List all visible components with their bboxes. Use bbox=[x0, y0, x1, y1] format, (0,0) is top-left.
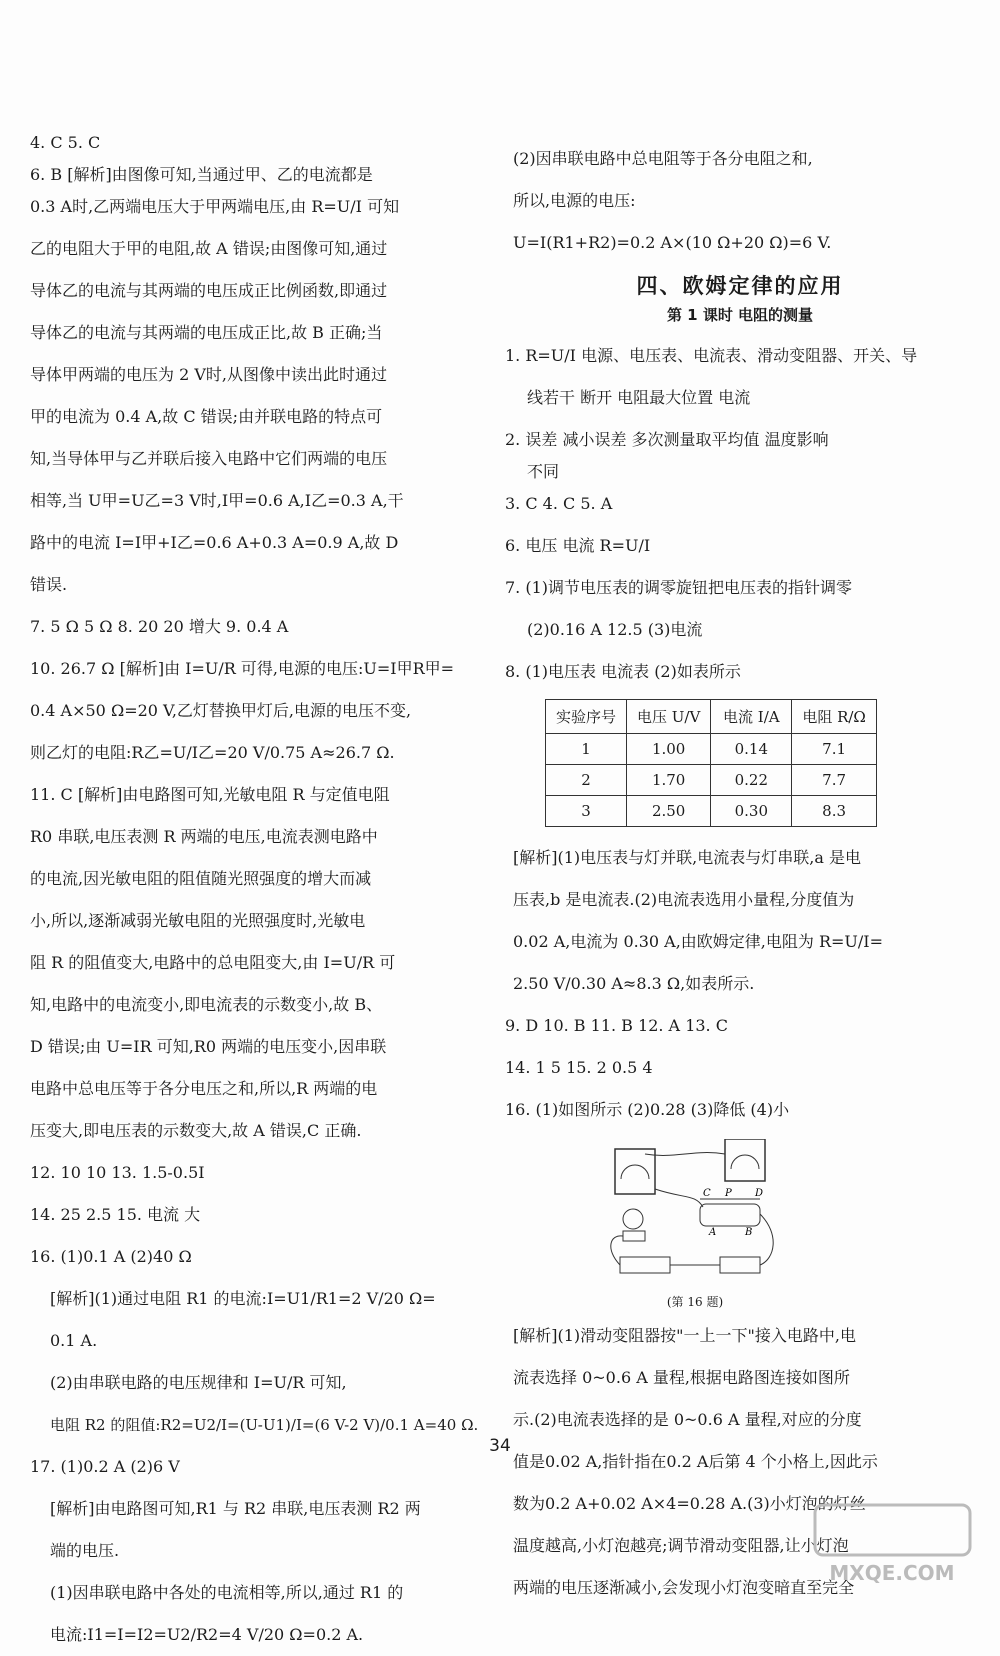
answer-line: 4. C 5. C bbox=[30, 133, 101, 152]
data-table bbox=[545, 699, 877, 827]
answer-line: [解析](1)通过电阻 R1 的电流:I=U1/R1=2 V/20 Ω= bbox=[50, 1289, 436, 1308]
table-header: 电阻 R/Ω bbox=[792, 700, 877, 734]
answer-line: 11. C [解析]由电路图可知,光敏电阻 R 与定值电阻 bbox=[30, 785, 390, 804]
answer-line: 甲的电流为 0.4 A,故 C 错误;由并联电路的特点可 bbox=[30, 407, 383, 426]
circuit-figure bbox=[605, 1139, 785, 1309]
answer-line: 的电流,因光敏电阻的阻值随光照强度的增大而减 bbox=[30, 869, 372, 888]
table-header: 实验序号 bbox=[546, 700, 627, 734]
answer-line: 2.50 V/0.30 A≈8.3 Ω,如表所示. bbox=[513, 974, 755, 993]
left-column bbox=[30, 132, 479, 1656]
answer-line: 压变大,即电压表的示数变大,故 A 错误,C 正确. bbox=[30, 1121, 362, 1140]
answer-line: 电阻 R2 的阻值:R2=U2/I=(U-U1)/I=(6 V-2 V)/0.1 A=40 Ω. bbox=[50, 1416, 479, 1434]
answer-line: (2)0.16 A 12.5 (3)电流 bbox=[527, 620, 703, 639]
answer-line: D 错误;由 U=IR 可知,R0 两端的电压变小,因串联 bbox=[30, 1037, 387, 1056]
table-cell: 2.50 bbox=[627, 796, 711, 827]
answer-line: 2. 误差 减小误差 多次测量取平均值 温度影响 bbox=[505, 430, 829, 449]
voltmeter-icon bbox=[615, 1149, 655, 1194]
table-row bbox=[546, 796, 877, 827]
svg-text:C: C bbox=[703, 1188, 711, 1199]
answer-line: 14. 1 5 15. 2 0.5 4 bbox=[505, 1058, 653, 1077]
table-cell: 7.7 bbox=[792, 765, 877, 796]
answer-line: 小,所以,逐渐减弱光敏电阻的光照强度时,光敏电 bbox=[30, 911, 366, 930]
answer-line: 16. (1)如图所示 (2)0.28 (3)降低 (4)小 bbox=[505, 1100, 790, 1119]
table-cell: 0.30 bbox=[711, 796, 792, 827]
watermark-text: MXQE.COM bbox=[829, 1561, 955, 1585]
answer-line: 压表,b 是电流表.(2)电流表选用小量程,分度值为 bbox=[513, 890, 855, 909]
answer-line: (2)由串联电路的电压规律和 I=U/R 可知, bbox=[50, 1373, 347, 1392]
answer-line: 温度越高,小灯泡越亮;调节滑动变阻器,让小灯泡 bbox=[513, 1536, 849, 1555]
answer-line: [解析](1)滑动变阻器按"一上一下"接入电路中,电 bbox=[513, 1326, 856, 1345]
answer-line: 所以,电源的电压: bbox=[513, 191, 636, 210]
answer-line: 则乙灯的电阻:R乙=U/I乙=20 V/0.75 A≈26.7 Ω. bbox=[30, 743, 395, 762]
answer-line: 8. (1)电压表 电流表 (2)如表所示 bbox=[505, 662, 741, 681]
answer-line: 7. (1)调节电压表的调零旋钮把电压表的指针调零 bbox=[505, 578, 853, 597]
answer-line: 导体乙的电流与其两端的电压成正比,故 B 正确;当 bbox=[30, 323, 383, 342]
answer-line: 17. (1)0.2 A (2)6 V bbox=[30, 1457, 180, 1476]
answer-line: 导体乙的电流与其两端的电压成正比例函数,即通过 bbox=[30, 281, 388, 300]
answer-line: 乙的电阻大于甲的电阻,故 A 错误;由图像可知,通过 bbox=[30, 239, 388, 258]
answer-line: 电路中总电压等于各分电压之和,所以,R 两端的电 bbox=[30, 1079, 378, 1098]
answer-line: 流表选择 0~0.6 A 量程,根据电路图连接如图所 bbox=[513, 1368, 850, 1387]
answer-line: 14. 25 2.5 15. 电流 大 bbox=[30, 1205, 201, 1224]
ammeter-icon bbox=[725, 1139, 765, 1181]
answer-line: 知,电路中的电流变小,即电流表的示数变小,故 B、 bbox=[30, 995, 383, 1014]
answer-line: 1. R=U/I 电源、电压表、电流表、滑动变阻器、开关、导 bbox=[505, 346, 918, 365]
page-number: 34 bbox=[489, 1436, 511, 1456]
answer-line: 两端的电压逐渐减小,会发现小灯泡变暗直至完全 bbox=[513, 1578, 855, 1597]
answer-line: 电流:I1=I=I2=U2/R2=4 V/20 Ω=0.2 A. bbox=[50, 1625, 364, 1644]
table-cell: 3 bbox=[546, 796, 627, 827]
bulb-icon bbox=[623, 1209, 643, 1229]
answer-line: 9. D 10. B 11. B 12. A 13. C bbox=[505, 1016, 728, 1035]
answer-line: 0.4 A×50 Ω=20 V,乙灯替换甲灯后,电源的电压不变, bbox=[30, 701, 412, 720]
answer-line: 线若干 断开 电阻最大位置 电流 bbox=[527, 388, 751, 407]
battery-icon bbox=[620, 1257, 670, 1273]
answer-line: 路中的电流 I=I甲+I乙=0.6 A+0.3 A=0.9 A,故 D bbox=[30, 533, 399, 552]
answer-line: 值是0.02 A,指针指在0.2 A后第 4 个小格上,因此示 bbox=[513, 1452, 878, 1471]
answer-line: 示.(2)电流表选择的是 0~0.6 A 量程,对应的分度 bbox=[513, 1410, 862, 1429]
watermark-logo bbox=[810, 1500, 980, 1590]
table-row bbox=[546, 765, 877, 796]
svg-text:A: A bbox=[709, 1227, 717, 1238]
answer-line: 0.02 A,电流为 0.30 A,由欧姆定律,电阻为 R=U/I= bbox=[513, 932, 884, 951]
answer-line: 阻 R 的阻值变大,电路中的总电阻变大,由 I=U/R 可 bbox=[30, 953, 396, 972]
svg-text:D: D bbox=[755, 1188, 764, 1199]
answer-line: 知,当导体甲与乙并联后接入电路中它们两端的电压 bbox=[30, 449, 388, 468]
answer-line: [解析](1)电压表与灯并联,电流表与灯串联,a 是电 bbox=[513, 848, 861, 867]
answer-line: 0.1 A. bbox=[50, 1331, 98, 1350]
answer-line: 3. C 4. C 5. A bbox=[505, 494, 613, 513]
rheostat-icon bbox=[700, 1204, 760, 1226]
table-cell: 1 bbox=[546, 734, 627, 765]
answer-line: 数为0.2 A+0.02 A×4=0.28 A.(3)小灯泡的灯丝 bbox=[513, 1494, 866, 1513]
answer-line: 0.3 A时,乙两端电压大于甲两端电压,由 R=U/I 可知 bbox=[30, 197, 400, 216]
answer-line: 6. B [解析]由图像可知,当通过甲、乙的电流都是 bbox=[30, 165, 373, 184]
table-cell: 8.3 bbox=[792, 796, 877, 827]
table-cell: 1.00 bbox=[627, 734, 711, 765]
answer-line: 7. 5 Ω 5 Ω 8. 20 20 增大 9. 0.4 A bbox=[30, 617, 289, 636]
circuit-diagram bbox=[605, 1139, 785, 1289]
table-row bbox=[546, 734, 877, 765]
table-cell: 0.22 bbox=[711, 765, 792, 796]
figure-caption: (第 16 题) bbox=[666, 1295, 724, 1309]
lesson-title: 第 1 课时 电阻的测量 bbox=[666, 306, 814, 324]
answer-line: 6. 电压 电流 R=U/I bbox=[505, 536, 651, 555]
table-cell: 1.70 bbox=[627, 765, 711, 796]
table-cell: 0.14 bbox=[711, 734, 792, 765]
answer-line: 12. 10 10 13. 1.5-0.5I bbox=[30, 1163, 205, 1182]
answer-line: 不同 bbox=[527, 462, 560, 481]
right-column bbox=[505, 138, 975, 1609]
watermark-icon bbox=[810, 1500, 980, 1590]
answer-line: (2)因串联电路中总电阻等于各分电阻之和, bbox=[513, 149, 813, 168]
svg-text:B: B bbox=[745, 1227, 753, 1238]
table-header: 电压 U/V bbox=[627, 700, 711, 734]
table-cell: 7.1 bbox=[792, 734, 877, 765]
answer-line: [解析]由电路图可知,R1 与 R2 串联,电压表测 R2 两 bbox=[50, 1499, 421, 1518]
table-header: 电流 I/A bbox=[711, 700, 792, 734]
answer-line: 10. 26.7 Ω [解析]由 I=U/R 可得,电源的电压:U=I甲R甲= bbox=[30, 659, 455, 678]
answer-line: 16. (1)0.1 A (2)40 Ω bbox=[30, 1247, 192, 1266]
table-cell: 2 bbox=[546, 765, 627, 796]
table-header-row bbox=[546, 700, 877, 734]
answer-line: U=I(R1+R2)=0.2 A×(10 Ω+20 Ω)=6 V. bbox=[513, 233, 832, 252]
switch-icon bbox=[720, 1257, 760, 1273]
section-title: 四、欧姆定律的应用 bbox=[636, 274, 844, 298]
answer-line: 端的电压. bbox=[50, 1541, 120, 1560]
answer-line: 导体甲两端的电压为 2 V时,从图像中读出此时通过 bbox=[30, 365, 387, 384]
answer-line: R0 串联,电压表测 R 两端的电压,电流表测电路中 bbox=[30, 827, 378, 846]
answer-line: 相等,当 U甲=U乙=3 V时,I甲=0.6 A,I乙=0.3 A,干 bbox=[30, 491, 404, 510]
answer-line: 错误. bbox=[30, 575, 68, 594]
answer-line: (1)因串联电路中各处的电流相等,所以,通过 R1 的 bbox=[50, 1583, 404, 1602]
svg-text:P: P bbox=[725, 1188, 732, 1199]
